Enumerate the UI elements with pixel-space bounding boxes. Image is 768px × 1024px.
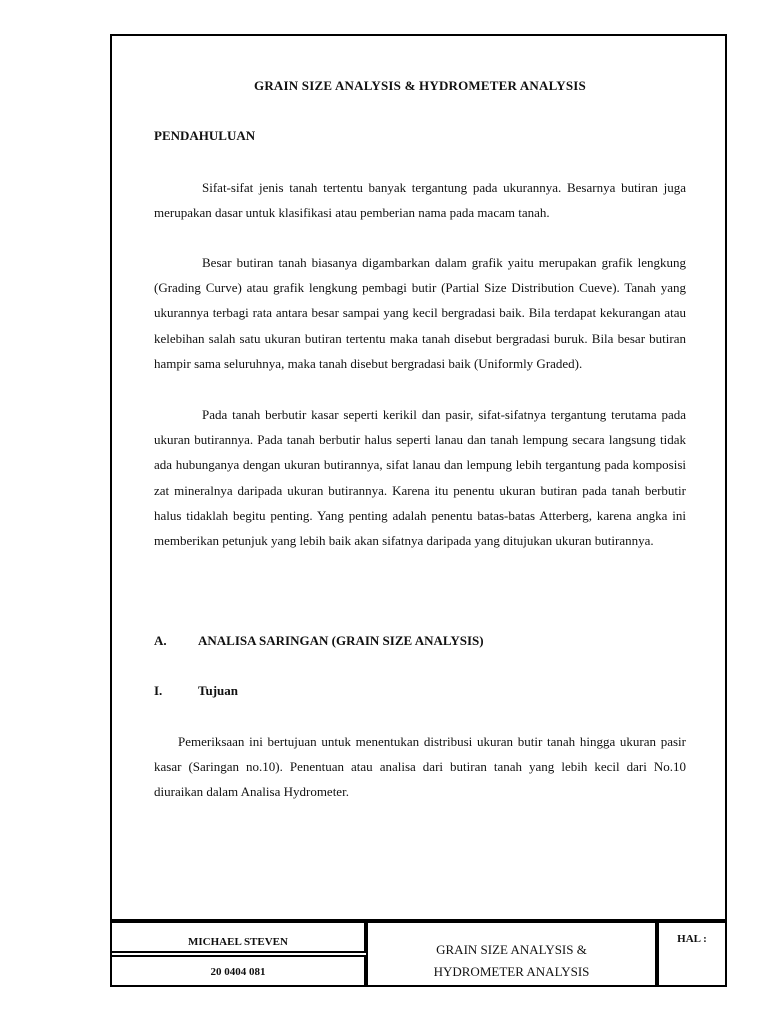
document-title: GRAIN SIZE ANALYSIS & HYDROMETER ANALYSIS [254, 78, 586, 93]
footer-title-cell [366, 921, 657, 987]
footer-page-label: HAL : [677, 933, 707, 945]
footer-page-cell [657, 921, 727, 987]
footer-author-cell [110, 921, 366, 953]
footer-title-line-2: HYDROMETER ANALYSIS [433, 964, 590, 979]
footer-author-name: MICHAEL STEVEN [188, 936, 288, 948]
section-i-title: Tujuan [198, 683, 238, 698]
section-a-number: A. [154, 633, 167, 648]
footer-id-cell [110, 955, 366, 987]
footer-student-id: 20 0404 081 [210, 966, 266, 978]
intro-paragraph-2: Besar butiran tanah biasanya digambarkan dalam grafik yaitu merupakan grafik lengkung (Grading Curve) atau grafik lengkung pembagi butir (Partial Size Distribution Cueve). Tanah yang ukurannya terbagi rata antara besar sampai yang kecil bergradasi baik. Bila terdapat kekurangan atau kelebihan salah satu ukuran butiran tertentu maka tanah disebut bergradasi buruk. Bila besar butiran hampir sama seluruhnya, maka tanah disebut bergradasi baik (Uniformly Graded). [154, 255, 686, 371]
tujuan-paragraph: Pemeriksaan ini bertujuan untuk menentukan distribusi ukuran butir tanah hingga ukuran pasir kasar (Saringan no.10). Penentuan atau analisa dari butiran tanah yang lebih kecil dari No.10 diuraikan dalam Analisa Hydrometer. [154, 734, 686, 800]
section-i-heading [154, 683, 238, 699]
section-i-number: I. [154, 683, 163, 698]
intro-paragraph-1: Sifat-sifat jenis tanah tertentu banyak tergantung pada ukurannya. Besarnya butiran juga merupakan dasar untuk klasifikasi atau pemberian nama pada macam tanah. [154, 180, 686, 221]
section-a-title: ANALISA SARINGAN (GRAIN SIZE ANALYSIS) [198, 633, 484, 648]
intro-heading: PENDAHULUAN [154, 128, 256, 143]
section-a-heading [154, 633, 484, 649]
footer-title-line-1: GRAIN SIZE ANALYSIS & [436, 942, 587, 957]
intro-paragraph-3: Pada tanah berbutir kasar seperti kerikil dan pasir, sifat-sifatnya tergantung terutama pada ukuran butirannya. Pada tanah berbutir halus seperti lanau dan tanah lempung secara langsung tidak ada hubunganya dengan ukuran butirannya, sifat lanau dan lempung lebih tergantung pada komposisi zat mineralnya daripada ukuran butirannya. Karena itu penentu ukuran butiran pada tanah berbutir halus tidaklah begitu penting. Yang penting adalah penentu batas-batas Atterberg, karena angka ini memberikan petunjuk yang lebih baik akan sifatnya daripada yang ditujukan ukuran butirannya. [154, 407, 686, 549]
